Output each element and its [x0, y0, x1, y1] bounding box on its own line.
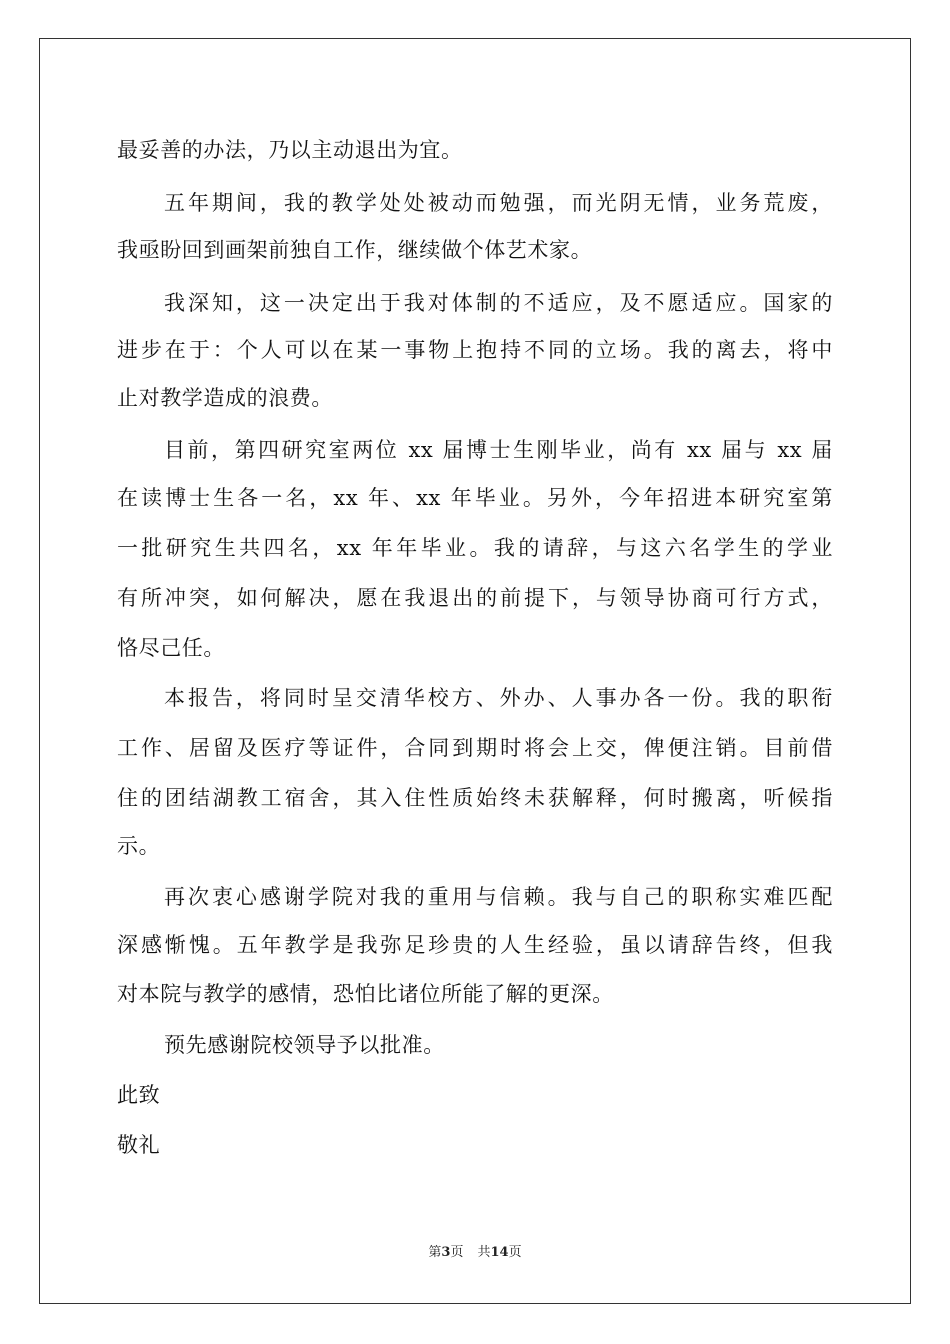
footer-prefix: 第	[428, 1245, 442, 1260]
text-line: 止对教学造成的浪费。	[117, 386, 333, 410]
text-line: 目前，第四研究室两位 xx 届博士生刚毕业，尚有 xx 届与 xx 届	[164, 438, 833, 462]
text-line: 最妥善的办法，乃以主动退出为宜。	[117, 138, 463, 162]
text-line: 我亟盼回到画架前独自工作，继续做个体艺术家。	[117, 238, 593, 262]
text-line: 我深知，这一决定出于我对体制的不适应，及不愿适应。国家的	[164, 291, 833, 315]
text-line: 工作、居留及医疗等证件，合同到期时将会上交，俾便注销。目前借	[117, 736, 833, 760]
closing-regards: 敬礼	[117, 1133, 161, 1157]
page-border	[39, 38, 911, 1304]
current-page-number: 3	[441, 1245, 451, 1260]
text-line: 住的团结湖教工宿舍，其入住性质始终未获解释，何时搬离，听候指	[117, 786, 833, 810]
text-line: 在读博士生各一名，xx 年、xx 年毕业。另外，今年招进本研究室第	[117, 486, 833, 510]
text-line: 预先感谢院校领导予以批准。	[164, 1033, 445, 1057]
text-line: 再次衷心感谢学院对我的重用与信赖。我与自己的职称实难匹配	[164, 885, 833, 909]
text-line: 一批研究生共四名，xx 年年毕业。我的请辞，与这六名学生的学业	[117, 536, 833, 560]
text-line: 五年期间，我的教学处处被动而勉强，而光阴无情，业务荒废，	[164, 191, 833, 215]
footer-total-unit: 页	[508, 1245, 522, 1260]
text-line: 深感惭愧。五年教学是我弥足珍贵的人生经验，虽以请辞告终，但我	[117, 933, 833, 957]
footer-total-prefix: 共	[477, 1245, 491, 1260]
page-footer	[0, 1244, 950, 1262]
text-line: 示。	[117, 834, 161, 858]
text-line: 本报告，将同时呈交清华校方、外办、人事办各一份。我的职衔	[164, 686, 833, 710]
closing-salutation: 此致	[117, 1083, 161, 1107]
text-line: 进步在于：个人可以在某一事物上抱持不同的立场。我的离去，将中	[117, 338, 833, 362]
text-line: 有所冲突，如何解决，愿在我退出的前提下，与领导协商可行方式，	[117, 586, 833, 610]
text-line: 对本院与教学的感情，恐怕比诸位所能了解的更深。	[117, 982, 614, 1006]
text-line: 恪尽己任。	[117, 636, 225, 660]
footer-page-unit: 页	[450, 1245, 464, 1260]
total-pages-number: 14	[490, 1245, 509, 1260]
